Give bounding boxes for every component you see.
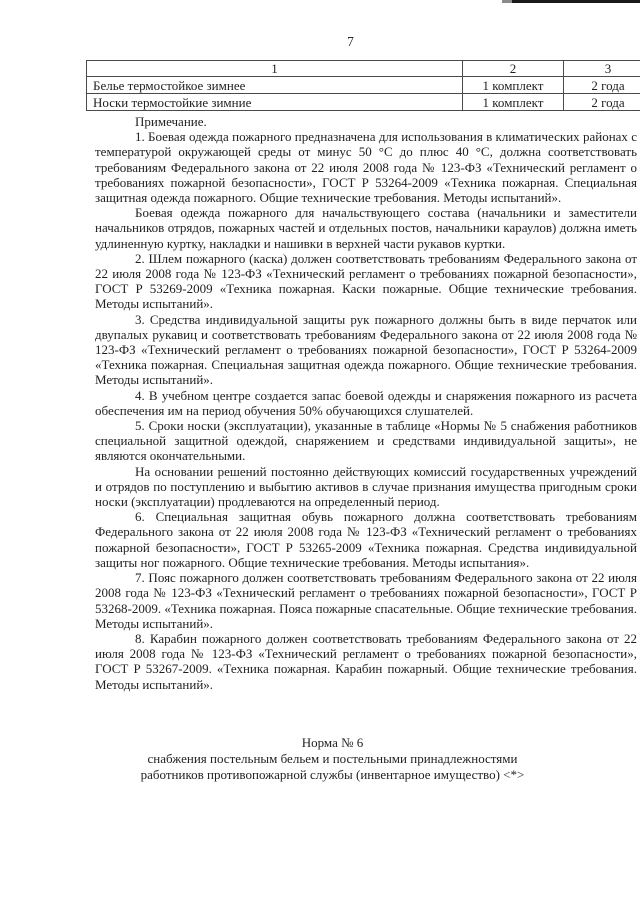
note-paragraph-8: 8. Карабин пожарного должен соответствовать требованиям Федерального закона от 22 июля 2008 года № 123-ФЗ «Технический регламент о требованиях пожарной безопасности», ГОСТ Р 53267-2009. «Техника пожарная. Карабин пожарный. Общие технические требования. Методы испытаний». bbox=[95, 630, 637, 692]
note-paragraph-4: 4. В учебном центре создается запас боевой одежды и снаряжения пожарного из расчета обеспечения им на период обучения 50% обучающихся слушателей. bbox=[95, 387, 637, 418]
note-paragraph-5: 5. Сроки носки (эксплуатации), указанные в таблице «Нормы № 5 снабжения работников специальной защитной одеждой, снаряжением и средствами индивидуальной защиты», не являются окончательными. bbox=[95, 418, 637, 464]
table-header-row bbox=[87, 61, 640, 77]
table-cell-item: Белье термостойкое зимнее bbox=[87, 77, 463, 94]
table-header-col2: 2 bbox=[463, 61, 564, 77]
page-number: 7 bbox=[347, 34, 354, 49]
norm-6-subtitle2: работников противопожарной службы (инвентарное имущество) <*> bbox=[140, 767, 525, 782]
norm-6-subtitle: снабжения постельным бельем и постельными принадлежностями bbox=[147, 751, 518, 766]
note-paragraph-7: 7. Пояс пожарного должен соответствовать требованиям Федерального закона от 22 июля 2008 года № 123-ФЗ «Технический регламент о требованиях пожарной безопасности», ГОСТ Р 53268-2009. «Техника пожарная. Пояса пожарные спасательные. Общие технические требования. Методы испытаний». bbox=[95, 570, 637, 631]
supply-norm-table bbox=[86, 60, 640, 111]
note-paragraph-3: 3. Средства индивидуальной защиты рук пожарного должны быть в виде перчаток или двупалых рукавиц и соответствовать требованиям Федерального закона от 22 июля 2008 года № 123-ФЗ «Технический регламент о требованиях пожарной безопасности», ГОСТ Р 53264-2009 «Техника пожарная. Специальная защитная одежда пожарного. Общие технические требования. Методы испытаний». bbox=[95, 311, 637, 388]
table-header-col3: 3 bbox=[564, 61, 640, 77]
note-paragraph-1: 1. Боевая одежда пожарного предназначена для использования в климатических районах с температурой окружающей среды от минус 50 °C до плюс 40 °C, должна соответствовать требованиям Федерального закона от 22 июля 2008 года № 123-ФЗ «Технический регламент о требованиях пожарной безопасности», ГОСТ Р 53264-2009 «Техника пожарная. Специальная защитная одежда пожарного. Общие технические требования. Методы испытаний». bbox=[95, 129, 637, 206]
scan-artifact-line bbox=[502, 0, 640, 3]
note-paragraph-6: 6. Специальная защитная обувь пожарного должна соответствовать требованиям Федерального закона от 22 июля 2008 года № 123-ФЗ «Технический регламент о требованиях пожарной безопасности», ГОСТ Р 53265-2009 «Техника пожарная. Средства индивидуальной защиты ног пожарного. Общие технические требования. Методы испытания». bbox=[95, 509, 637, 570]
table-cell-quantity: 1 комплект bbox=[463, 77, 564, 94]
table-cell-term: 2 года bbox=[564, 77, 640, 94]
table-cell-term: 2 года bbox=[564, 94, 640, 111]
note-paragraph-2: 2. Шлем пожарного (каска) должен соответствовать требованиям Федерального закона от 22 июля 2008 года № 123-ФЗ «Технический регламент о требованиях пожарной безопасности», ГОСТ Р 53269-2009 «Техника пожарная. Каски пожарные. Общие технические требования. Методы испытаний». bbox=[95, 250, 637, 312]
table-header-col1: 1 bbox=[87, 61, 463, 77]
norm-6-title: Норма № 6 bbox=[301, 735, 364, 750]
table-row bbox=[87, 94, 640, 111]
notes-section bbox=[95, 114, 637, 692]
table-cell-quantity: 1 комплект bbox=[463, 94, 564, 111]
table-row bbox=[87, 77, 640, 94]
note-paragraph-5b: На основании решений постоянно действующих комиссий государственных учреждений и отрядов по поступлению и выбытию активов в случае признания имущества пригодным сроки носки (эксплуатации) продлеваются на определенный период. bbox=[95, 463, 637, 510]
note-paragraph-1b: Боевая одежда пожарного для начальствующего состава (начальники и заместители начальников отрядов, пожарных частей и отдельных постов, начальники караулов) должна иметь удлиненную куртку, накладки и нашивки в верхней части рукавов куртки. bbox=[95, 205, 637, 251]
notes-title: Примечание. bbox=[135, 114, 207, 129]
table-cell-item: Носки термостойкие зимние bbox=[87, 94, 463, 111]
norm-6-heading bbox=[95, 735, 570, 783]
